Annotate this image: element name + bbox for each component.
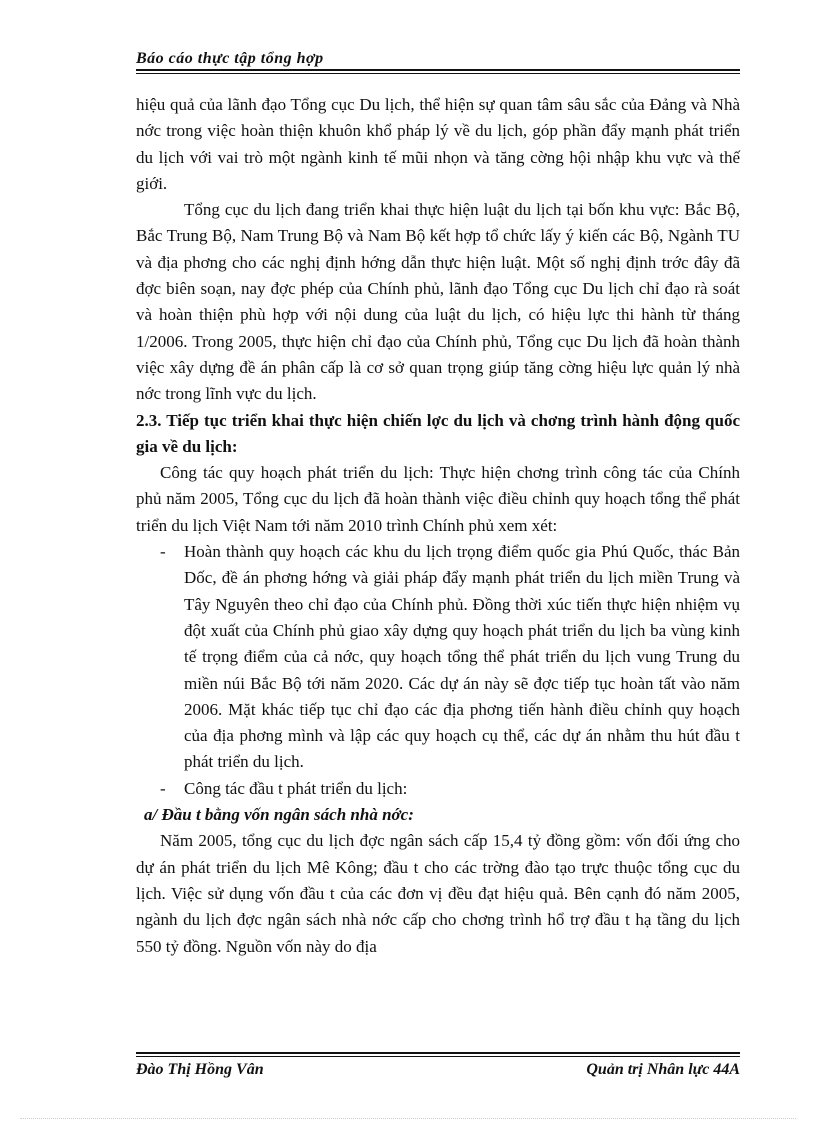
list-item-text: Công tác đầu t phát triển du lịch: <box>184 778 408 798</box>
list-item-text: Hoàn thành quy hoạch các khu du lịch trọng điểm quốc gia Phú Quốc, thác Bản Dốc, đề án phơng hớng và giải pháp đẩy mạnh phát triển du lịch miền Trung và Tây Nguyên theo chỉ đạo của Chính phủ. Đồng thời xúc tiến thực hiện nhiệm vụ đột xuất của Chính phủ giao xây dựng quy hoạch phát triển du lịch ba vùng kinh tế trọng điểm của cả nớc, quy hoạch tổng thể phát triển du lịch vung Trung du miền núi Bắc Bộ tới năm 2020. Các dự án này sẽ đợc tiếp tục hoàn tất vào năm 2006. Mặt khác tiếp tục chỉ đạo các địa phơng tiến hành điều chỉnh quy hoạch của địa phơng mình và lập các quy hoạch cụ thể, các dự án nhằm thu hút đầu t phát triển du lịch. <box>184 542 740 772</box>
footer-row <box>136 1060 740 1080</box>
section-heading: 2.3. Tiếp tục triển khai thực hiện chiến lợc du lịch và chơng trình hành động quốc gia về du lịch: <box>136 410 740 456</box>
subheading: a/ Đầu t bằng vốn ngân sách nhà nớc: <box>144 805 414 825</box>
list-item <box>136 539 740 776</box>
footer-author: Đào Thị Hồng Vân <box>136 1061 264 1078</box>
page-header <box>136 50 740 74</box>
list-dash: - <box>160 778 166 798</box>
footer-class: Quản trị Nhân lực 44A <box>586 1061 740 1078</box>
paragraph-1: hiệu quả của lãnh đạo Tổng cục Du lịch, thể hiện sự quan tâm sâu sắc của Đảng và Nhà nớc trong việc hoàn thiện khuôn khổ pháp lý về du lịch, góp phần đẩy mạnh phát triển du lịch với vai trò một ngành kinh tế mũi nhọn và tăng cờng hội nhập khu vực và thế giới. <box>136 95 740 193</box>
document-body <box>136 92 740 960</box>
header-rule-thick <box>136 69 740 71</box>
paragraph-4: Năm 2005, tổng cục du lịch đợc ngân sách cấp 15,4 tỷ đồng gồm: vốn đối ứng cho dự án phát triển du lịch Mê Kông; đầu t cho các trờng đào tạo trực thuộc tổng cục du lịch. Việc sử dụng vốn đầu t của các đơn vị đều đạt hiệu quả. Bên cạnh đó năm 2005, ngành du lịch đợc ngân sách nhà nớc cấp cho chơng trình hổ trợ đầu t hạ tầng du lịch 550 tỷ đồng. Nguồn vốn này do địa <box>136 831 740 956</box>
list-item <box>136 776 740 802</box>
header-rule-thin <box>136 73 740 74</box>
paragraph-2: Tổng cục du lịch đang triển khai thực hiện luật du lịch tại bốn khu vực: Bắc Bộ, Bắc Trung Bộ, Nam Trung Bộ và Nam Bộ kết hợp tổ chức lấy ý kiến các Bộ, Ngành TU và địa phơng cho các nghị định hớng dẫn thực hiện luật. Một số nghị định trớc đây đã đợc biên soạn, nay đợc phép của Chính phủ, lãnh đạo Tổng cục Du lịch chỉ đạo rà soát và hoàn thiện phù hợp với nội dung của luật du lịch, có hiệu lực thi hành từ tháng 1/2006. Trong 2005, thực hiện chỉ đạo của Chính phủ, Tổng cục Du lịch đã hoàn thành việc xây dựng đề án phân cấp là cơ sở quan trọng giúp tăng cờng hiệu lực quản lý nhà nớc trong lĩnh vực du lịch. <box>136 200 740 404</box>
paragraph-3: Công tác quy hoạch phát triển du lịch: Thực hiện chơng trình công tác của Chính phủ năm 2005, Tổng cục du lịch đã hoàn thành việc điều chỉnh quy hoạch tổng thể phát triển du lịch Việt Nam tới năm 2010 trình Chính phủ xem xét: <box>136 463 740 535</box>
page-footer <box>136 1052 740 1080</box>
header-title: Báo cáo thực tập tổng hợp <box>136 50 324 67</box>
footer-rule-thick <box>136 1052 740 1054</box>
footer-rule-thin <box>136 1056 740 1057</box>
page-edge-divider <box>20 1118 796 1119</box>
list-dash: - <box>160 542 166 562</box>
bullet-list <box>136 539 740 802</box>
